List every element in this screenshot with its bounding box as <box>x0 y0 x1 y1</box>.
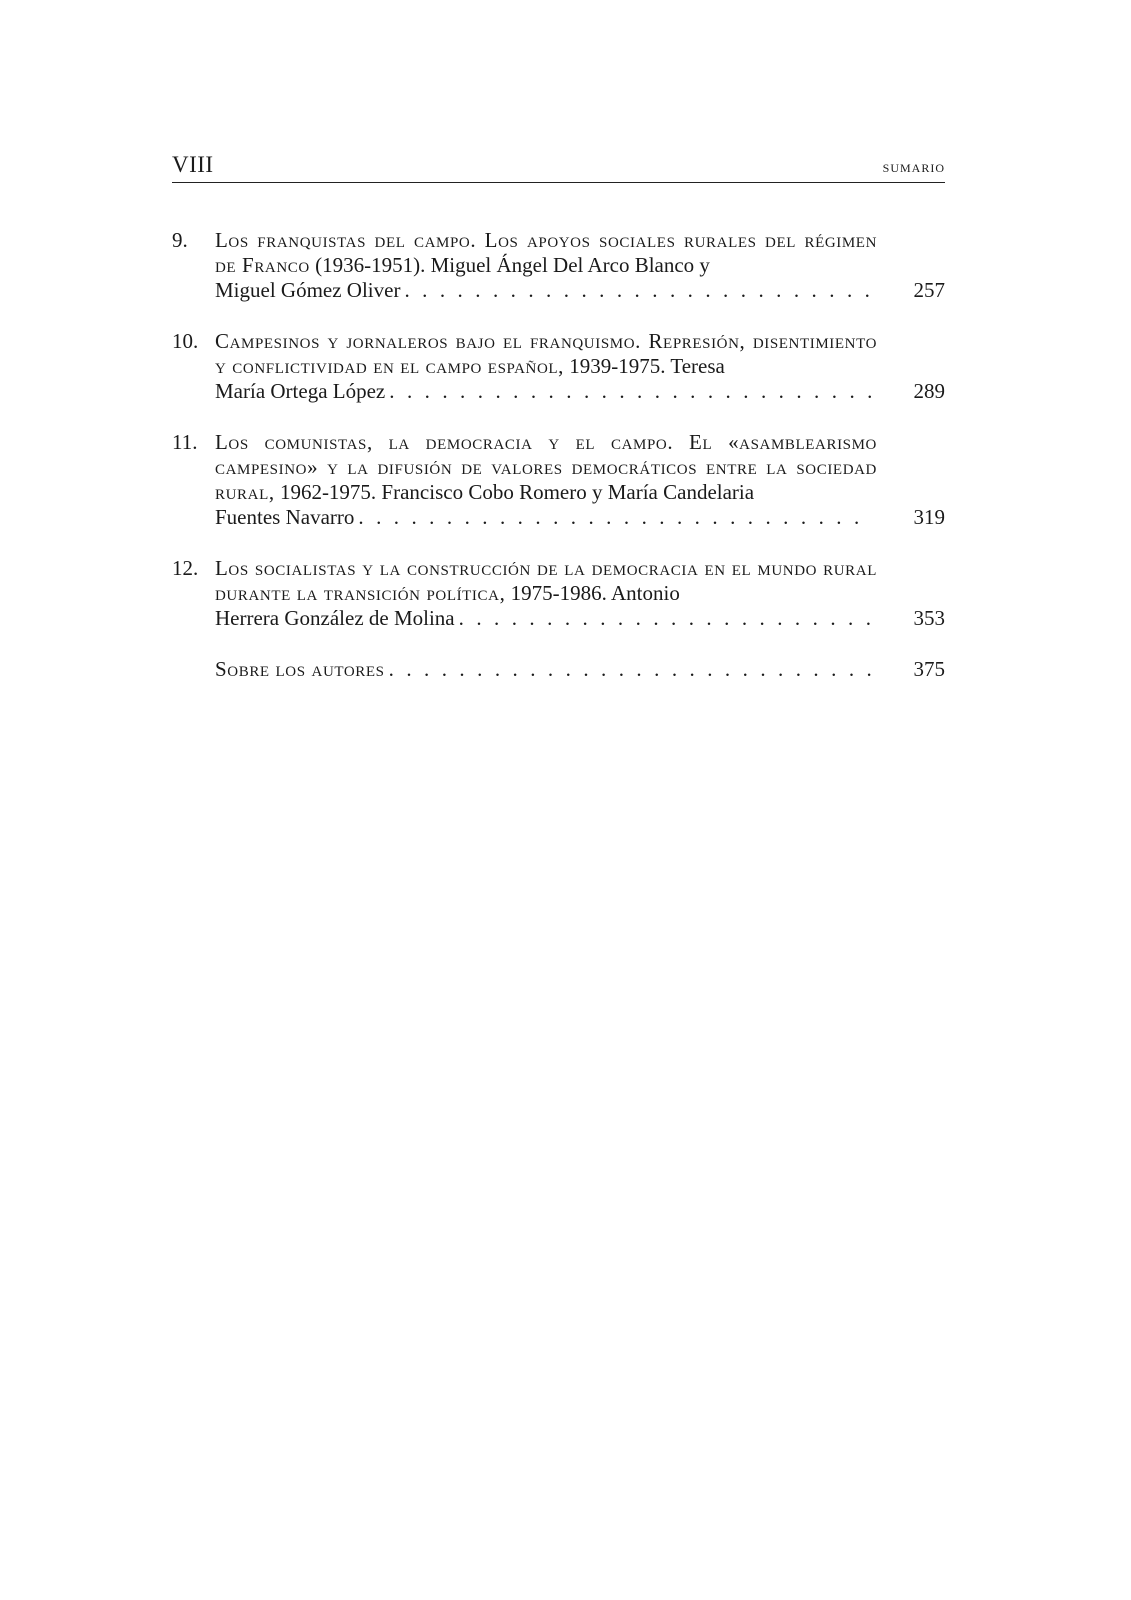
toc-entry-title-rest: 1975-1986. Antonio <box>505 581 680 605</box>
toc-entry-page: 353 <box>913 606 945 630</box>
toc-entry-authors[interactable] <box>172 657 945 682</box>
toc-entry-number: 9. <box>172 228 188 252</box>
toc-entry-last-line <box>215 278 877 303</box>
toc-entry-title-smallcaps: Los socialistas y la construcción de la democracia en el mundo rural durante la transición política, <box>215 556 877 605</box>
toc-entry-page: 319 <box>913 505 945 529</box>
toc-entry-page: 257 <box>913 278 945 302</box>
dot-leader <box>404 278 871 303</box>
toc-entry-title-smallcaps: Los comunistas, la democracia y el campo. El «asamblearismo campesino» y la difusión de valores democráticos entre la sociedad rural, <box>215 430 877 504</box>
toc-entry-author: María Ortega López <box>215 379 386 403</box>
table-of-contents <box>172 228 945 708</box>
toc-entry-title <box>215 228 877 278</box>
toc-entry-page: 289 <box>913 379 945 403</box>
toc-entry-last-line <box>215 606 877 631</box>
page-header <box>172 150 945 183</box>
toc-entry-title-rest: 1939-1975. Teresa <box>564 354 725 378</box>
toc-entry-number: 12. <box>172 556 199 580</box>
toc-entry-title-smallcaps: Los franquistas del campo. Los apoyos sociales rurales del régimen de Franco <box>215 228 877 277</box>
toc-entry-author: Herrera González de Molina <box>215 606 455 630</box>
toc-entry-last-line <box>215 379 877 404</box>
toc-entry-title <box>215 430 877 505</box>
dot-leader <box>389 657 871 682</box>
toc-entry-title-rest: 1962-1975. Francisco Cobo Romero y María Candelaria <box>274 480 755 504</box>
dot-leader <box>389 379 871 404</box>
toc-entry-title: Sobre los autores <box>215 657 385 681</box>
running-head: SUMARIO <box>882 161 945 175</box>
toc-entry-11[interactable] <box>172 430 945 530</box>
toc-entry-last-line <box>215 657 877 682</box>
toc-entry-number: 11. <box>172 430 198 454</box>
toc-entry-page: 375 <box>913 657 945 681</box>
toc-entry-title-rest: (1936-1951). Miguel Ángel Del Arco Blanco y <box>309 253 710 277</box>
toc-entry-last-line <box>215 505 877 530</box>
toc-entry-10[interactable] <box>172 329 945 404</box>
toc-entry-title-smallcaps: Campesinos y jornaleros bajo el franquismo. Represión, disentimiento y conflictividad en el campo español, <box>215 329 877 378</box>
dot-leader <box>459 606 871 631</box>
toc-entry-title <box>215 329 877 379</box>
toc-entry-9[interactable] <box>172 228 945 303</box>
page-number: VIII <box>172 152 214 177</box>
toc-entry-author: Fuentes Navarro <box>215 505 355 529</box>
toc-entry-number: 10. <box>172 329 199 353</box>
toc-entry-author: Miguel Gómez Oliver <box>215 278 401 302</box>
toc-entry-12[interactable] <box>172 556 945 631</box>
dot-leader <box>358 505 871 530</box>
toc-entry-title <box>215 556 877 606</box>
